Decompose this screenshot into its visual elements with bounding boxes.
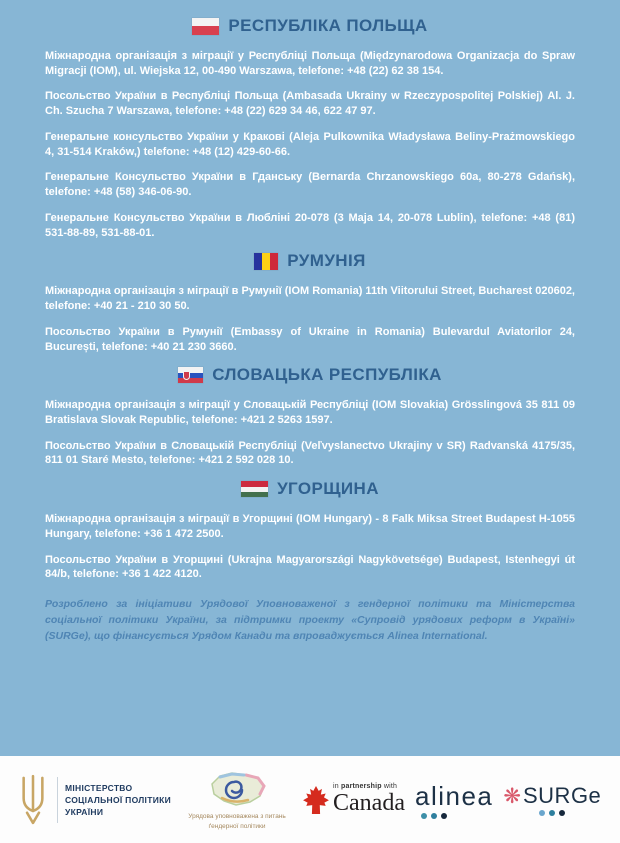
section-hungary-header bbox=[45, 479, 575, 499]
poland-flag-icon bbox=[192, 18, 219, 35]
canada-wordmark: Canada bbox=[333, 789, 405, 816]
section-hungary-title: УГОРЩИНА bbox=[277, 479, 379, 499]
footer-logo-bar bbox=[0, 756, 620, 843]
alinea-dots bbox=[421, 813, 493, 819]
maple-leaf-icon bbox=[303, 786, 329, 814]
ukraine-map-icon bbox=[206, 768, 268, 810]
canada-wordmark-block bbox=[333, 783, 405, 817]
poland-consulate-lublin-contact: Генеральне Консульство України в Любліні 20-078 (3 Maja 14, 20-078 Lublin), telefone: +48 (81) 531-88-89, 531-88-01. bbox=[45, 211, 575, 239]
romania-iom-contact: Міжнародна організація з міграції в Румунії (IOM Romania) 11th Viitorului Street, Bucharest 020602, telefone: +40 21 - 210 30 50. bbox=[45, 285, 575, 313]
ministry-line-2: СОЦІАЛЬНОЇ ПОЛІТИКИ bbox=[65, 794, 172, 805]
gender-commissioner-logo bbox=[181, 768, 293, 830]
section-slovakia-header bbox=[45, 365, 575, 385]
surge-dots bbox=[539, 810, 565, 816]
romania-embassy-contact: Посольство України в Румунії (Embassy of Ukraine in Romania) Bulevardul Aviatorilor 24, București, telefone: +40 21 230 3660. bbox=[45, 325, 575, 353]
section-hungary bbox=[0, 479, 620, 582]
section-romania-title: РУМУНІЯ bbox=[287, 251, 366, 271]
canada-wordmark-wrap bbox=[333, 790, 405, 817]
section-romania-header bbox=[45, 251, 575, 271]
ministry-logo-text bbox=[65, 783, 171, 817]
partnership-label bbox=[333, 783, 397, 790]
poland-embassy-contact: Посольство України в Республіці Польща (Ambasada Ukrainy w Rzeczypospolitej Polskiej) Al. J. Ch. Szucha 7 Warszawa, telefone: +48 (22) 629 34 46, 622 47 97. bbox=[45, 90, 575, 118]
gender-commissioner-caption: Урядова уповноважена з питань ґендерної політики bbox=[188, 813, 286, 830]
section-slovakia bbox=[0, 365, 620, 468]
ministry-logo-divider bbox=[57, 777, 58, 823]
section-romania bbox=[0, 251, 620, 354]
ukraine-trident-icon bbox=[16, 774, 50, 826]
partnership-pre: in bbox=[333, 782, 342, 790]
hungary-iom-contact: Міжнародна організація з міграції в Угорщині (IOM Hungary) - 8 Falk Miksa Street Budapest H-1055 Hungary, telefone: +36 1 472 2500. bbox=[45, 513, 575, 540]
hungary-embassy-contact: Посольство України в Угорщині (Ukrajna Magyarországi Nagykövetsége) Budapest, Istenhegyi út 84/b, telefone: +36 1 422 4120. bbox=[45, 553, 575, 581]
romania-flag-icon bbox=[254, 253, 278, 270]
surge-row bbox=[503, 783, 601, 809]
ministry-line-1: МІНІСТЕРСТВО bbox=[65, 782, 133, 793]
poland-iom-contact: Міжнародна організація з міграції у Республіці Польща (Międzynarodowa Organizacja do Spraw Migracji (IOM), ul. Wiejska 12, 00-490 Warszawa, telefone: +48 (22) 62 38 154. bbox=[45, 50, 575, 77]
slovakia-flag-icon bbox=[178, 367, 203, 383]
section-slovakia-title: СЛОВАЦЬКА РЕСПУБЛІКА bbox=[212, 365, 442, 385]
alinea-logo bbox=[415, 781, 493, 819]
hungary-flag-icon bbox=[241, 481, 268, 497]
surge-flower-icon: ❋ bbox=[503, 784, 521, 808]
section-poland-header bbox=[45, 16, 575, 36]
ministry-line-3: УКРАЇНИ bbox=[65, 806, 104, 817]
surge-logo bbox=[503, 783, 601, 816]
section-poland-title: РЕСПУБЛІКА ПОЛЬЩА bbox=[228, 16, 428, 35]
poland-consulate-gdansk-contact: Генеральне Консульство України в Гданську (Bernarda Chrzanowskiego 60a, 80-278 Gdańsk), telefone: +48 (58) 346-06-90. bbox=[45, 171, 575, 199]
partnership-post: with bbox=[381, 782, 398, 790]
slovakia-embassy-contact: Посольство України в Словацькій Республіці (Veľvyslanectvo Ukrajiny v SR) Radvanská 4175/35, 811 01 Staré Mesto, telefone: +421 2 592 028 10. bbox=[45, 439, 575, 467]
credits-footnote: Розроблено за ініціативи Урядової Уповноваженої з гендерної політики та Міністерства соціальної політики України, за підтримки проекту «Супровід урядових реформ в Україні» (SURGe), що фінансується Урядом Канади та впроваджується Alinea International. bbox=[45, 598, 575, 642]
ministry-logo bbox=[16, 774, 171, 826]
section-poland bbox=[0, 16, 620, 240]
canada-logo bbox=[303, 783, 405, 817]
alinea-wordmark: alinea bbox=[414, 780, 494, 811]
poland-consulate-krakow-contact: Генеральне консульство України у Кракові (Aleja Pulkownika Władysława Beliny-Prażmowskiego 4, 31-514 Kraków,) telefone: +48 (12) 429-60-66. bbox=[45, 130, 575, 158]
surge-wordmark: SURGe bbox=[523, 783, 602, 808]
partnership-bold: partnership bbox=[341, 782, 382, 790]
slovakia-iom-contact: Міжнародна організація з міграції у Словацькій Республіці (IOM Slovakia) Grösslingová 35 811 09 Bratislava Slovak Republic, telefone: +421 2 5263 1597. bbox=[45, 399, 575, 427]
canada-flag-icon bbox=[397, 789, 406, 794]
